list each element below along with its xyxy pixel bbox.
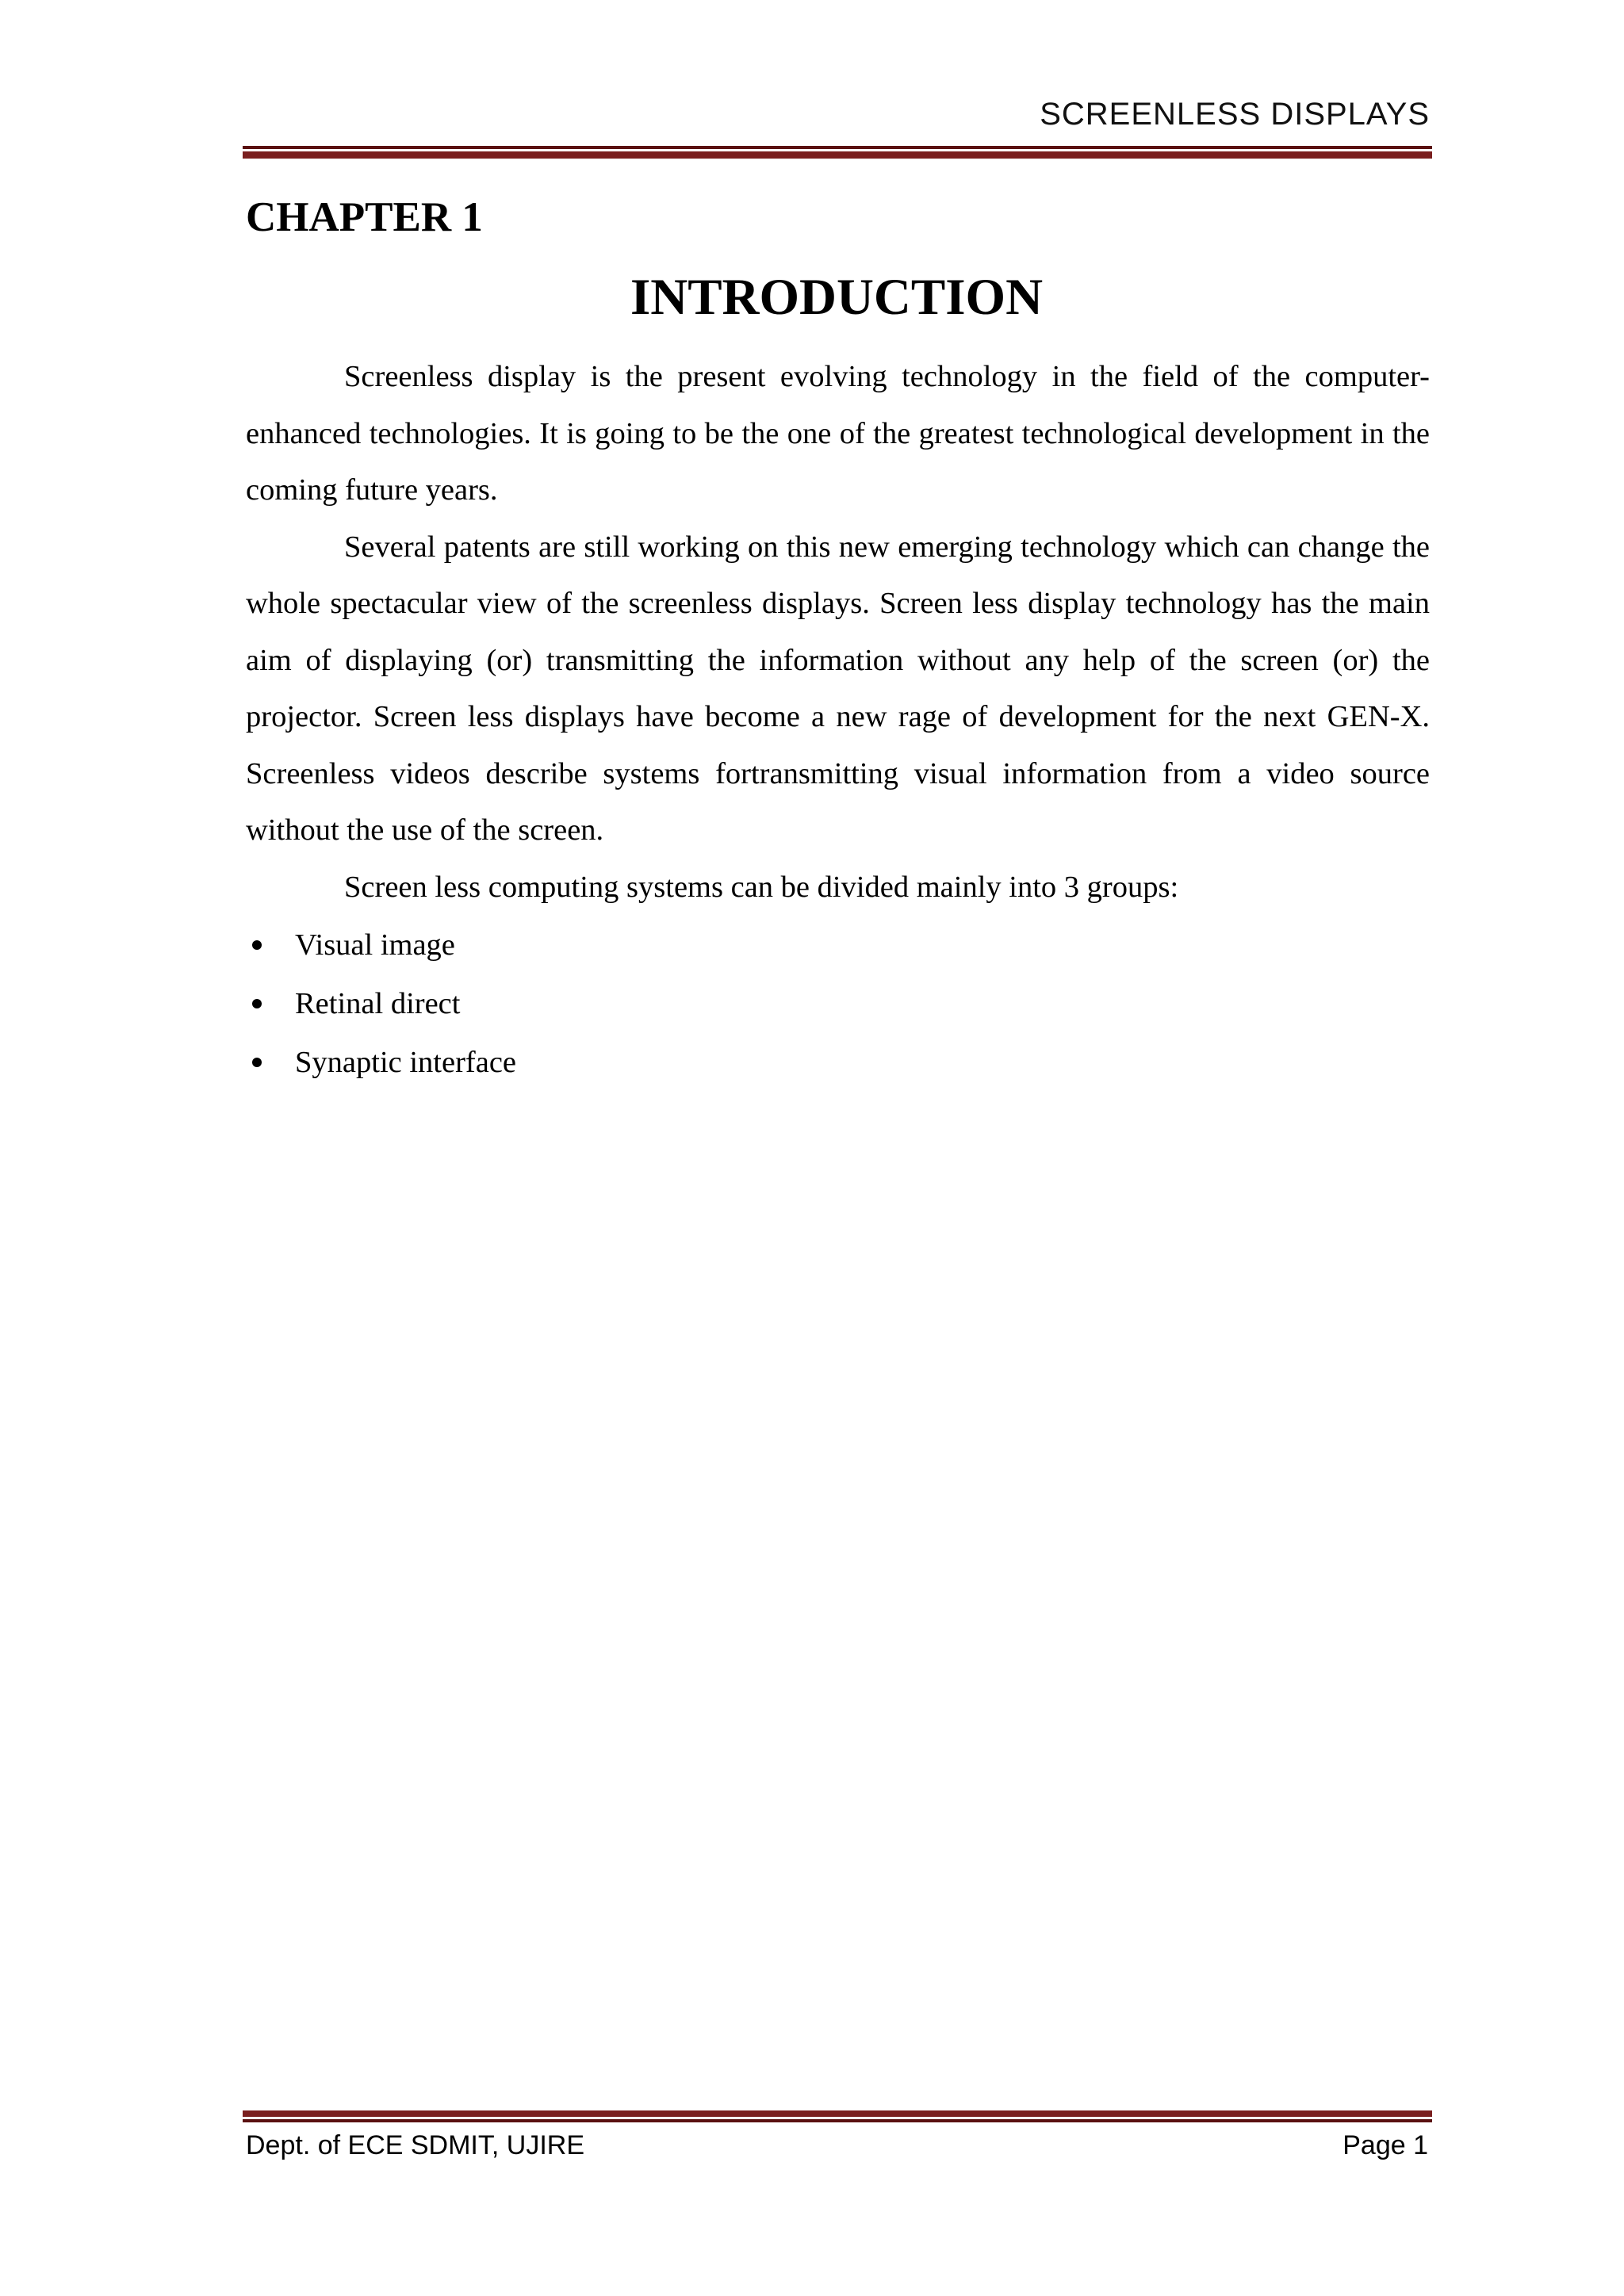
bullet-list [246,916,1430,1092]
paragraph: Screen less computing systems can be divided mainly into 3 groups: [344,870,1179,904]
paragraph: Screenless display is the present evolving technology in the field of the computer-enhanced technologies. It is going to be the one of the greatest technological development in the coming future years. [246,360,1430,507]
chapter-title: INTRODUCTION [630,269,1044,326]
page-number: Page 1 [1342,2130,1428,2160]
body-text [246,349,1430,1092]
header-rule [243,146,1432,159]
running-header: SCREENLESS DISPLAYS [1040,97,1430,132]
list-item: Synaptic interface [246,1033,1430,1092]
footer-department: Dept. of ECE SDMIT, UJIRE [246,2130,584,2160]
footer-rule [243,2110,1432,2122]
list-item: Visual image [246,916,1430,974]
chapter-label: CHAPTER 1 [246,194,483,240]
list-item: Retinal direct [246,974,1430,1033]
bullet-icon [252,940,262,950]
bullet-icon [252,999,262,1008]
bullet-icon [252,1058,262,1067]
paragraph: Several patents are still working on this new emerging technology which can change the whole spectacular view of the screenless displays. Screen less display technology has the main aim of displaying (or) transmitting the information without any help of the screen (or) the projector. Screen less displays have become a new rage of development for the next GEN-X. Screenless videos describe systems fortransmitting visual information from a video source without the use of the screen. [246,530,1430,847]
